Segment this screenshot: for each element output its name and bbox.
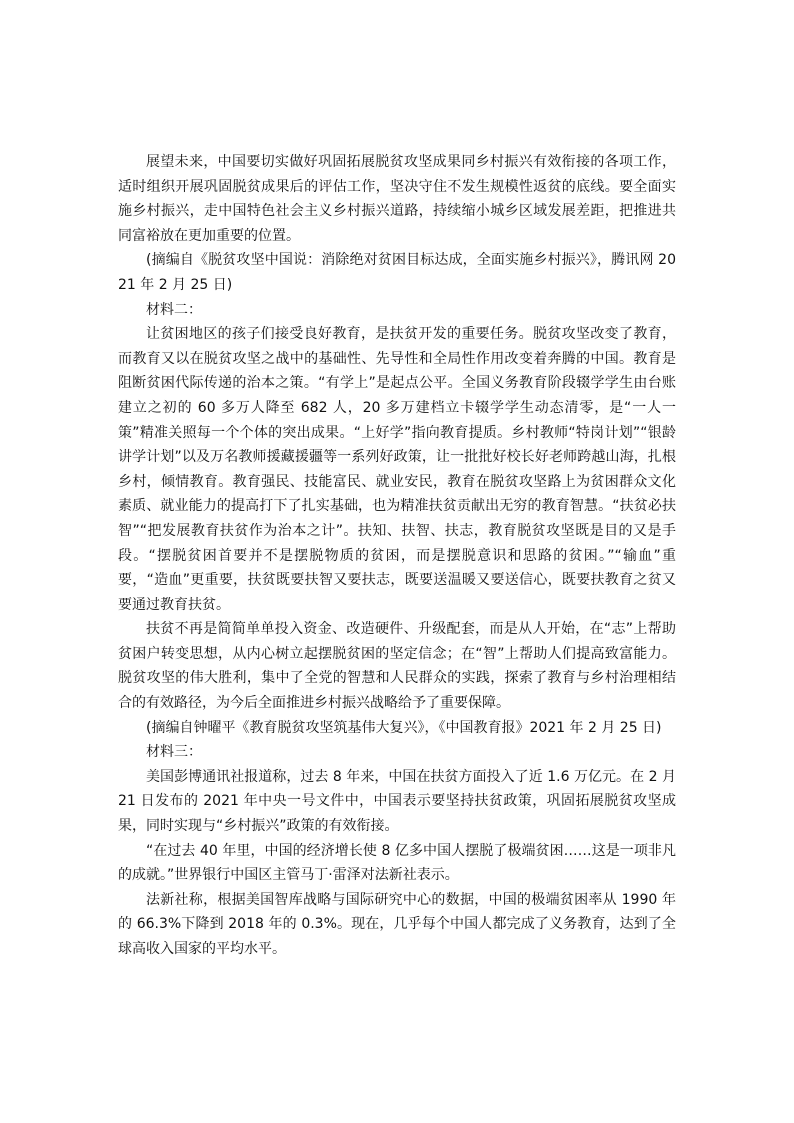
paragraph-outlook: 展望未来，中国要切实做好巩固拓展脱贫攻坚成果同乡村振兴有效衔接的各项工作，适时组织开展巩固脱贫成果后的评估工作，坚决守住不发生规模性返贫的底线。要全面实施乡村振兴，走中国特色社会主义乡村振兴道路，持续缩小城乡区域发展差距，把推进共同富裕放在更加重要的位置。 [118, 154, 676, 244]
document-page [118, 150, 676, 962]
paragraph-poverty-relief: 扶贫不再是简简单单投入资金、改造硬件、升级配套，而是从人开始，在“志”上帮助贫困户转变思想，从内心树立起摆脱贫困的坚定信念；在“智”上帮助人们提高致富能力。脱贫攻坚的伟大胜利，集中了全党的智慧和人民群众的实践，探索了教育与乡村治理相结合的有效路径，为今后全面推进乡村振兴战略给予了重要保障。 [118, 621, 676, 712]
material-two-heading: 材料二： [146, 301, 202, 318]
paragraph-education: 让贫困地区的孩子们接受良好教育，是扶贫开发的重要任务。脱贫攻坚改变了教育，而教育又以在脱贫攻坚之战中的基础性、先导性和全局性作用改变着奔腾的中国。教育是阻断贫困代际传递的治本之策。“有学上”是起点公平。全国义务教育阶段辍学学生由台账建立之初的 60 多万人降至 682 人，20 多万建档立卡辍学学生动态清零，是“一人一策”精准关照每一个个体的突出成果。“上好学”指向教育提质。乡村教师“特岗计划”“银龄讲学计划”以及万名教师援藏援疆等一系列好政策，让一批批好校长好老师跨越山海，扎根乡村，倾情教育。教育强民、技能富民、就业安民，教育在脱贫攻坚路上为贫困群众文化素质、就业能力的提高打下了扎实基础，也为精准扶贫贡献出无穷的教育智慧。“扶贫必扶智”“把发展教育扶贫作为治本之计”。扶知、扶智、扶志，教育脱贫攻坚既是目的又是手段。“摆脱贫困首要并不是摆脱物质的贫困，而是摆脱意识和思路的贫困。”“输血”重要，“造血”更重要，扶贫既要扶智又要扶志，既要送温暖又要送信心，既要扶教育之贫又要通过教育扶贫。 [118, 326, 676, 613]
paragraph-bloomberg: 美国彭博通讯社报道称，过去 8 年来，中国在扶贫方面投入了近 1.6 万亿元。在 2 月 21 日发布的 2021 年中央一号文件中，中国表示要坚持扶贫政策，巩固拓展脱贫攻坚成果，同时实现与“乡村振兴”政策的有效衔接。 [118, 768, 676, 835]
paragraph-world-bank-quote: “在过去 40 年里，中国的经济增长使 8 亿多中国人摆脱了极端贫困……这是一项非凡的成就。”世界银行中国区主管马丁·雷泽对法新社表示。 [118, 842, 676, 884]
source-citation-2: (摘编自钟曜平《教育脱贫攻坚筑基伟大复兴》，《中国教育报》2021 年 2 月 25 日) [146, 719, 662, 736]
material-three-heading: 材料三： [146, 744, 202, 761]
paragraph-afp-data: 法新社称，根据美国智库战略与国际研究中心的数据，中国的极端贫困率从 1990 年的 66.3%下降到 2018 年的 0.3%。现在，几乎每个中国人都完成了义务教育，达到了全球高收入国家的平均水平。 [118, 891, 676, 957]
source-citation-1: (摘编自《脱贫攻坚中国说：消除绝对贫困目标达成，全面实施乡村振兴》，腾讯网 2021 年 2 月 25 日) [118, 252, 676, 293]
